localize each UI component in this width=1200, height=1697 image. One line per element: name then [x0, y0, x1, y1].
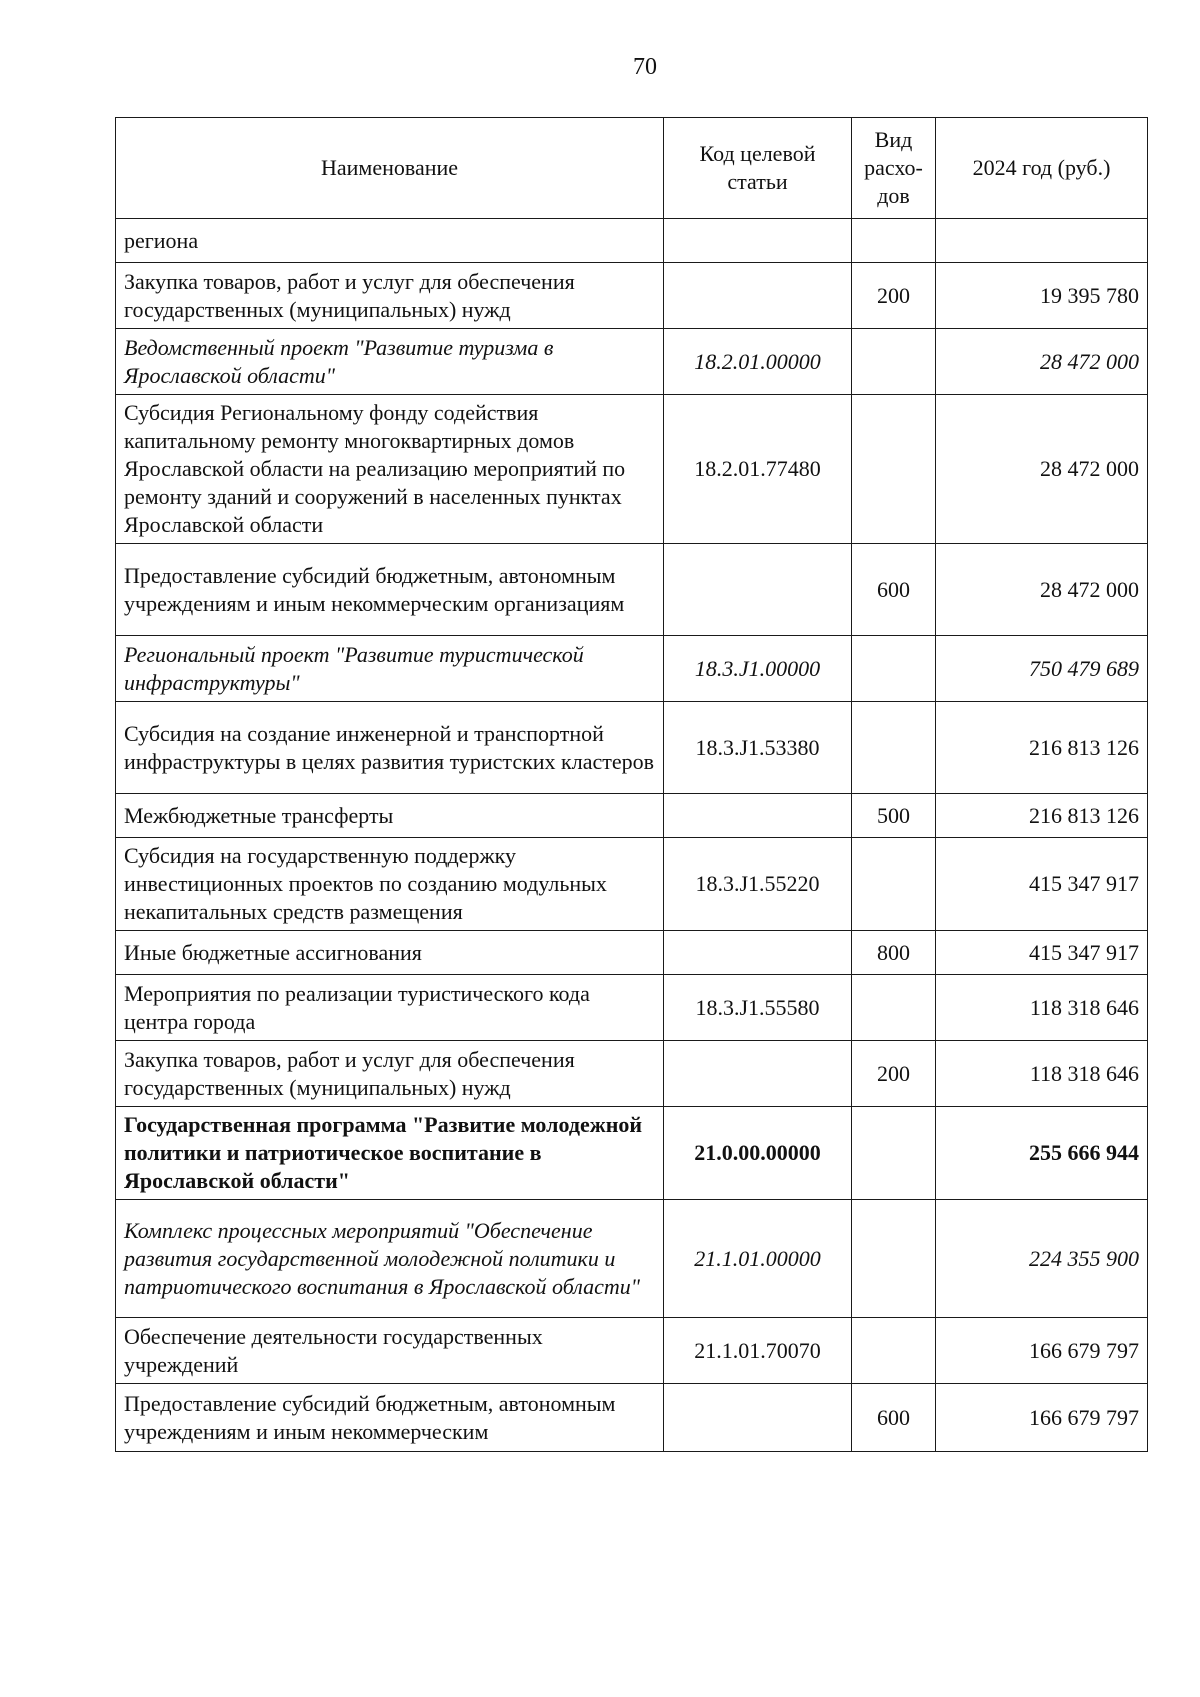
row-amount-cell	[936, 219, 1148, 263]
table-row	[116, 544, 1148, 636]
row-name-cell: Предоставление субсидий бюджетным, автономным учреждениям и иным некоммерческим	[116, 1384, 664, 1452]
row-amount-cell: 224 355 900	[936, 1200, 1148, 1318]
row-code-cell: 18.3.J1.55220	[664, 838, 852, 931]
row-type-cell: 200	[852, 263, 936, 329]
table-row	[116, 1107, 1148, 1200]
row-code-cell: 18.3.J1.53380	[664, 702, 852, 794]
row-type-cell: 600	[852, 544, 936, 636]
row-name-cell: Предоставление субсидий бюджетным, автономным учреждениям и иным некоммерческим организациям	[116, 544, 664, 636]
row-amount-cell: 415 347 917	[936, 931, 1148, 975]
table-row	[116, 975, 1148, 1041]
row-name-cell: Закупка товаров, работ и услуг для обеспечения государственных (муниципальных) нужд	[116, 263, 664, 329]
row-type-cell: 200	[852, 1041, 936, 1107]
row-name-cell: Межбюджетные трансферты	[116, 794, 664, 838]
row-amount-cell: 28 472 000	[936, 544, 1148, 636]
row-amount-cell: 118 318 646	[936, 1041, 1148, 1107]
table-row	[116, 263, 1148, 329]
row-code-cell	[664, 544, 852, 636]
row-code-cell	[664, 794, 852, 838]
row-name-cell: Ведомственный проект "Развитие туризма в Ярославской области"	[116, 329, 664, 395]
row-name-cell: Мероприятия по реализации туристического кода центра города	[116, 975, 664, 1041]
budget-table	[115, 117, 1148, 1452]
row-name-cell: Комплекс процессных мероприятий "Обеспечение развития государственной молодежной политики и патриотического воспитания в Ярославской области"	[116, 1200, 664, 1318]
row-amount-cell: 216 813 126	[936, 794, 1148, 838]
row-code-cell: 18.3.J1.55580	[664, 975, 852, 1041]
row-amount-cell: 166 679 797	[936, 1318, 1148, 1384]
row-type-cell	[852, 702, 936, 794]
row-name-cell: Государственная программа "Развитие молодежной политики и патриотическое воспитание в Ярославской области"	[116, 1107, 664, 1200]
row-name-cell: Региональный проект "Развитие туристической инфраструктуры"	[116, 636, 664, 702]
table-row	[116, 395, 1148, 544]
table-row	[116, 838, 1148, 931]
table-row	[116, 1318, 1148, 1384]
header-code: Код целевой статьи	[664, 118, 852, 219]
header-type: Вид расхо-дов	[852, 118, 936, 219]
row-type-cell	[852, 1318, 936, 1384]
row-code-cell: 21.0.00.00000	[664, 1107, 852, 1200]
table-row	[116, 329, 1148, 395]
row-code-cell: 18.2.01.00000	[664, 329, 852, 395]
row-type-cell	[852, 975, 936, 1041]
row-code-cell: 18.3.J1.00000	[664, 636, 852, 702]
row-name-cell: Субсидия Региональному фонду содействия капитальному ремонту многоквартирных домов Ярославской области на реализацию мероприятий по ремонту зданий и сооружений в населенных пунктах Ярославской области	[116, 395, 664, 544]
row-code-cell	[664, 219, 852, 263]
table-row	[116, 794, 1148, 838]
row-name-cell: Закупка товаров, работ и услуг для обеспечения государственных (муниципальных) нужд	[116, 1041, 664, 1107]
row-name-cell: Субсидия на государственную поддержку инвестиционных проектов по созданию модульных некапитальных средств размещения	[116, 838, 664, 931]
table-row	[116, 1200, 1148, 1318]
row-type-cell	[852, 636, 936, 702]
row-type-cell	[852, 838, 936, 931]
row-code-cell	[664, 931, 852, 975]
table-row	[116, 1384, 1148, 1452]
row-name-cell: Субсидия на создание инженерной и транспортной инфраструктуры в целях развития туристских кластеров	[116, 702, 664, 794]
row-amount-cell: 118 318 646	[936, 975, 1148, 1041]
row-amount-cell: 216 813 126	[936, 702, 1148, 794]
row-amount-cell: 28 472 000	[936, 329, 1148, 395]
table-row	[116, 931, 1148, 975]
row-code-cell: 21.1.01.00000	[664, 1200, 852, 1318]
table-row	[116, 702, 1148, 794]
row-type-cell	[852, 329, 936, 395]
table-body	[116, 219, 1148, 1452]
row-name-cell: Обеспечение деятельности государственных учреждений	[116, 1318, 664, 1384]
row-code-cell: 21.1.01.70070	[664, 1318, 852, 1384]
row-code-cell: 18.2.01.77480	[664, 395, 852, 544]
table-row	[116, 219, 1148, 263]
row-amount-cell: 28 472 000	[936, 395, 1148, 544]
table-header-row	[116, 118, 1148, 219]
header-amount: 2024 год (руб.)	[936, 118, 1148, 219]
header-name: Наименование	[116, 118, 664, 219]
row-type-cell: 600	[852, 1384, 936, 1452]
page-number: 70	[633, 54, 657, 80]
row-code-cell	[664, 263, 852, 329]
row-amount-cell: 19 395 780	[936, 263, 1148, 329]
row-type-cell	[852, 219, 936, 263]
row-amount-cell: 166 679 797	[936, 1384, 1148, 1452]
table-row	[116, 1041, 1148, 1107]
row-code-cell	[664, 1041, 852, 1107]
row-type-cell	[852, 1200, 936, 1318]
row-type-cell: 800	[852, 931, 936, 975]
table-row	[116, 636, 1148, 702]
row-name-cell: Иные бюджетные ассигнования	[116, 931, 664, 975]
row-amount-cell: 255 666 944	[936, 1107, 1148, 1200]
row-code-cell	[664, 1384, 852, 1452]
row-type-cell	[852, 395, 936, 544]
row-amount-cell: 750 479 689	[936, 636, 1148, 702]
row-name-cell: региона	[116, 219, 664, 263]
row-type-cell: 500	[852, 794, 936, 838]
row-type-cell	[852, 1107, 936, 1200]
row-amount-cell: 415 347 917	[936, 838, 1148, 931]
